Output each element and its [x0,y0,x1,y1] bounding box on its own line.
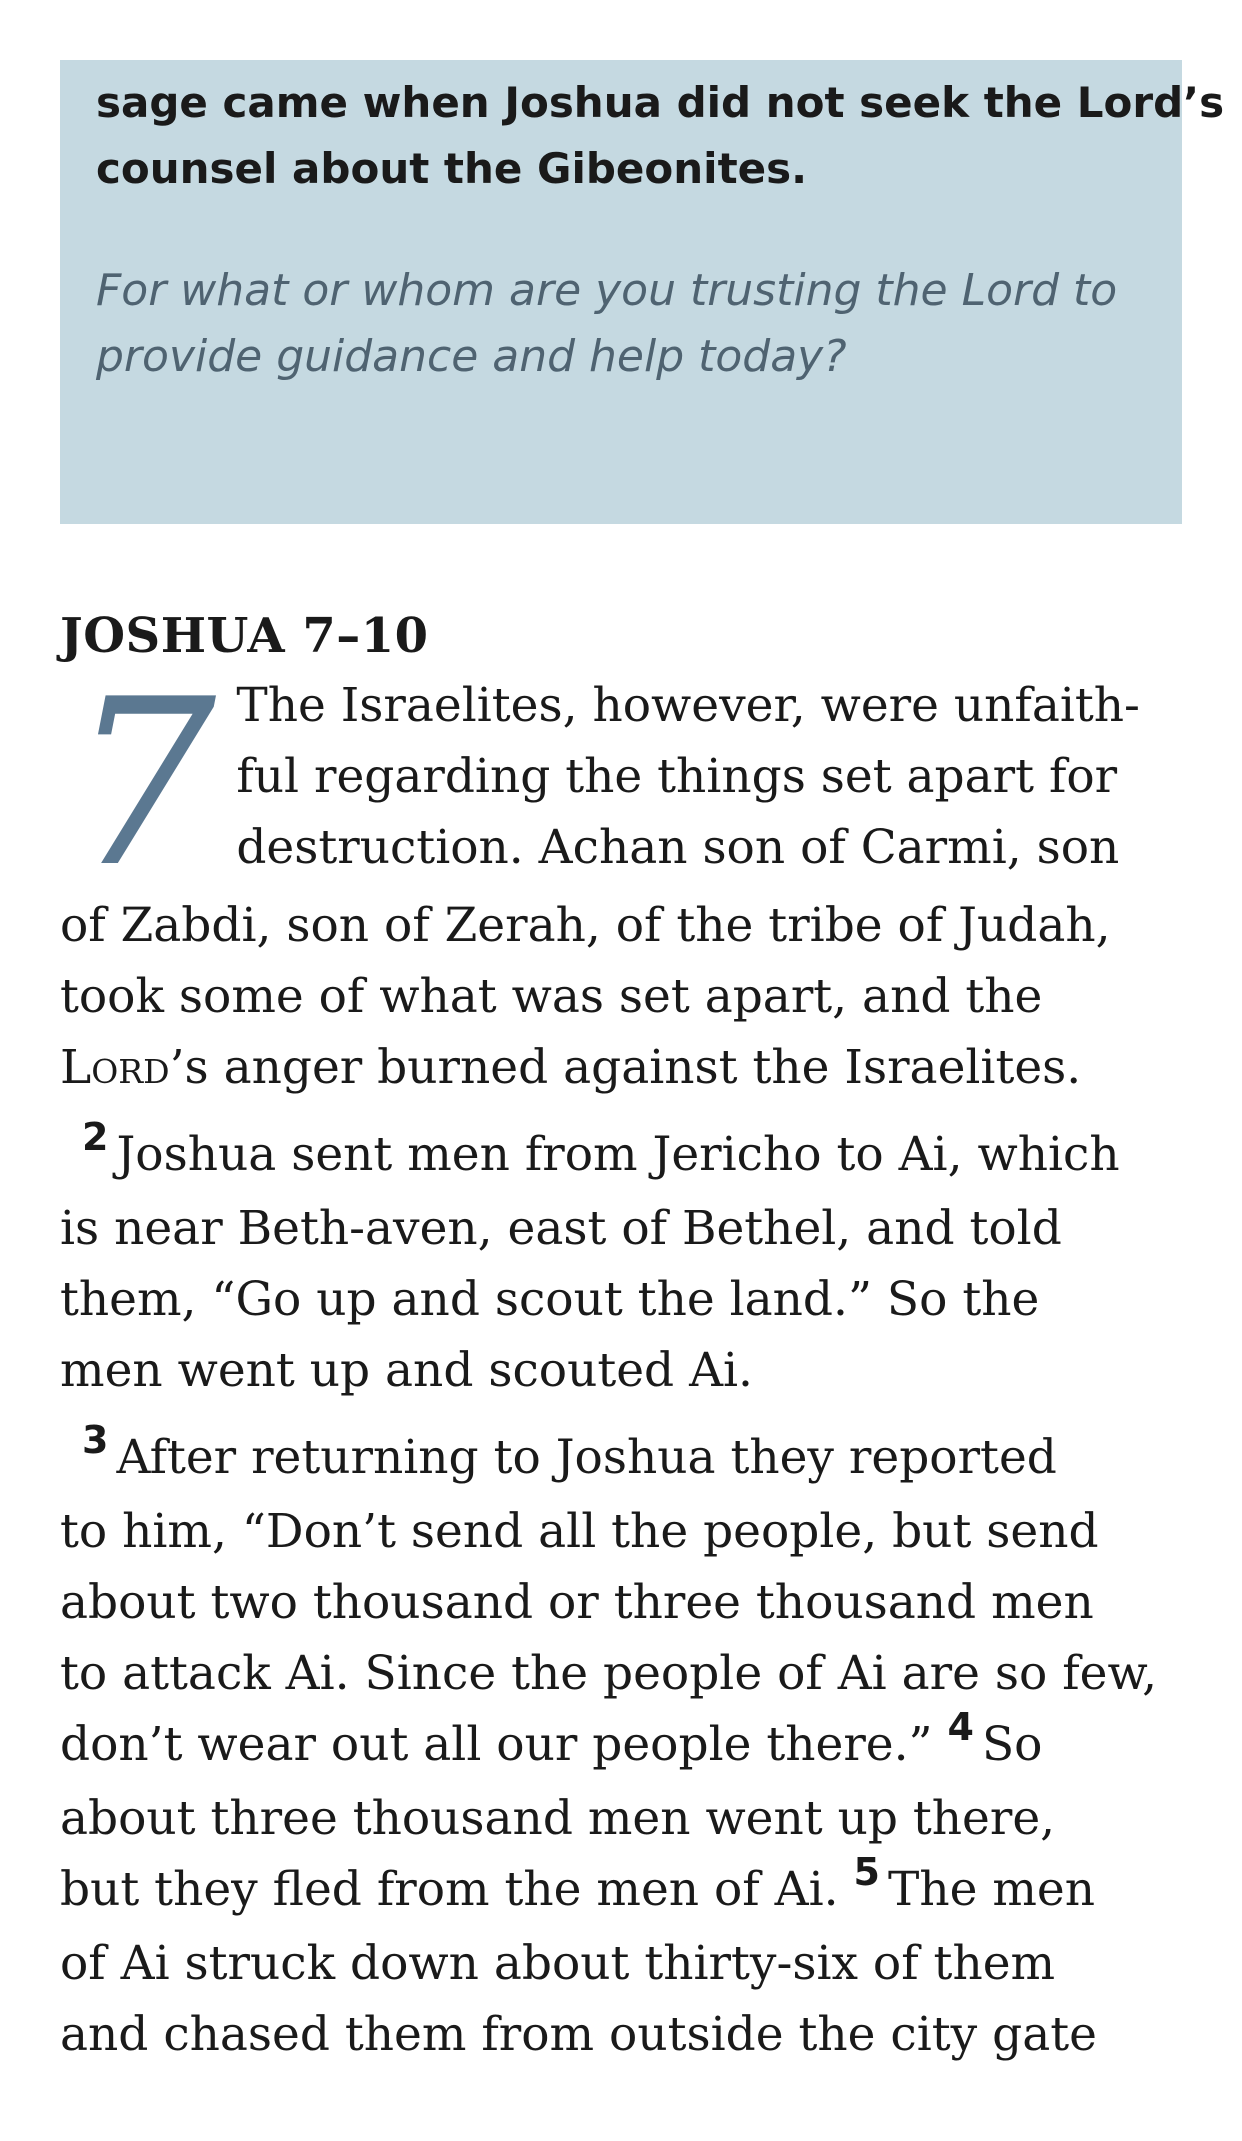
text-line [60,1115,1182,1193]
text-line [60,1032,1182,1103]
paragraph-gap [60,1103,1182,1119]
section-heading: JOSHUA 7–10 [60,608,429,664]
verse-number: 5 [853,1850,880,1894]
text-fragment: but they fled from the men of Ai. [60,1862,839,1917]
text-fragment: Joshua sent men from Jericho to Ai, which [116,1127,1120,1182]
reflection-callout [60,60,1225,524]
text-fragment: The men [887,1862,1095,1917]
text-line: about three thousand men went up there, [60,1791,1056,1846]
question-line: For what or whom are you trusting the Lord to [96,265,1118,316]
text-line: men went up and scouted Ai. [60,1343,753,1398]
text-fragment: don’t wear out all our people there.” [60,1717,933,1772]
verse-number: 2 [82,1115,109,1159]
question-line: provide guidance and help today? [96,331,847,382]
verse-number: 4 [947,1705,974,1749]
scripture-text [60,651,1182,2070]
text-line [60,1418,1182,1496]
text-line: to attack Ai. Since the people of Ai are so few, [60,1646,1158,1701]
verse-number: 3 [82,1418,109,1462]
text-fragment: ’s anger burned against the Israelites. [169,1040,1082,1095]
callout-line: sage came when Joshua did not seek the Lord’s [96,78,1225,127]
chapter-drop-cap: 7 [70,651,217,918]
text-line [60,1850,1182,1928]
text-line: of Ai struck down about thirty-six of them [60,1936,1056,1991]
text-line: and chased them from outside the city gate [60,2007,1097,2062]
text-line: of Zabdi, son of Zerah, of the tribe of Judah, [60,898,1111,953]
text-fragment: After returning to Joshua they reported [116,1430,1057,1485]
callout-question [96,258,1146,390]
text-line: took some of what was set apart, and the [60,969,1043,1024]
text-line: ful regarding the things set apart for [236,749,1118,804]
text-line: them, “Go up and scout the land.” So the [60,1272,1040,1327]
text-line: to him, “Don’t send all the people, but send [60,1504,1099,1559]
text-line: about two thousand or three thousand men [60,1575,1094,1630]
callout-summary [96,70,1225,202]
text-line: destruction. Achan son of Carmi, son [236,820,1120,875]
text-line: The Israelites, however, were unfaith- [236,678,1140,733]
text-fragment: So [981,1717,1043,1772]
paragraph-gap [60,1406,1182,1422]
text-line [60,1705,1182,1783]
text-line: is near Beth-aven, east of Bethel, and told [60,1201,1062,1256]
divine-name: Lord [60,1040,170,1095]
callout-line: counsel about the Gibeonites. [96,144,808,193]
